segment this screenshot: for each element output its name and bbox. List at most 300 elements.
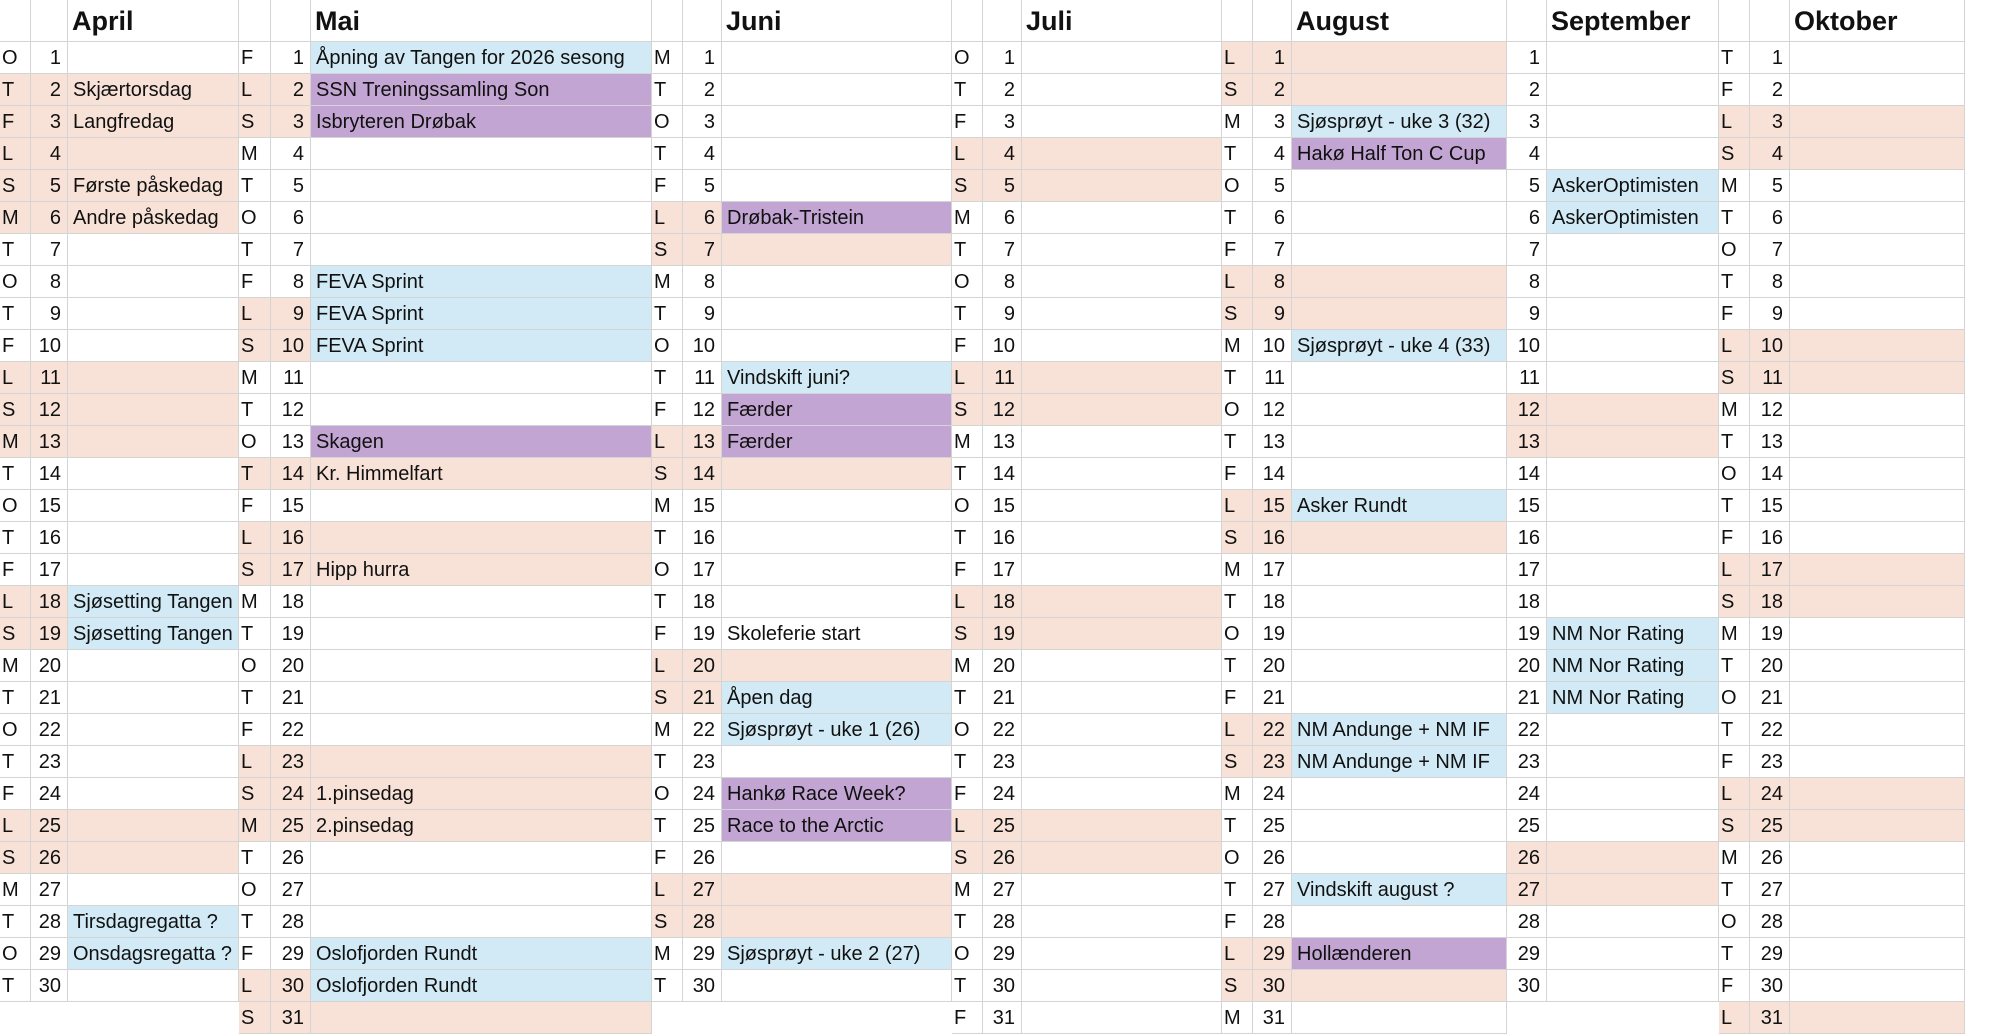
weekday-letter-cell[interactable]: M (1222, 554, 1253, 586)
weekday-letter-cell[interactable]: L (1719, 106, 1750, 138)
event-cell[interactable]: Vindskift august ? (1292, 874, 1507, 906)
day-number-cell[interactable]: 24 (271, 778, 311, 810)
day-number-cell[interactable]: 23 (983, 746, 1022, 778)
empty-event-cell[interactable] (722, 138, 952, 170)
weekday-letter-cell[interactable]: T (0, 458, 31, 490)
weekday-letter-cell[interactable]: F (239, 490, 271, 522)
day-number-cell[interactable]: 25 (983, 810, 1022, 842)
day-number-cell[interactable]: 20 (1750, 650, 1790, 682)
empty-event-cell[interactable] (1790, 202, 1965, 234)
day-number-cell[interactable]: 28 (983, 906, 1022, 938)
empty-event-cell[interactable] (1547, 522, 1719, 554)
day-number-cell[interactable]: 26 (31, 842, 68, 874)
event-cell[interactable]: Første påskedag (68, 170, 239, 202)
day-number-cell[interactable]: 25 (271, 810, 311, 842)
day-number-cell[interactable]: 2 (1507, 74, 1547, 106)
empty-event-cell[interactable] (1022, 266, 1222, 298)
weekday-letter-cell[interactable]: L (1222, 490, 1253, 522)
weekday-letter-cell[interactable]: M (1222, 330, 1253, 362)
empty-event-cell[interactable] (1022, 938, 1222, 970)
weekday-letter-cell[interactable]: L (1719, 778, 1750, 810)
day-number-cell[interactable]: 23 (1253, 746, 1292, 778)
month-header-oktober[interactable]: Oktober (1790, 0, 1965, 42)
weekday-letter-cell[interactable]: T (952, 970, 983, 1002)
day-number-cell[interactable]: 4 (683, 138, 722, 170)
day-number-cell[interactable]: 2 (683, 74, 722, 106)
event-cell[interactable]: Færder (722, 426, 952, 458)
day-number-cell[interactable]: 23 (31, 746, 68, 778)
weekday-letter-cell[interactable]: T (1222, 202, 1253, 234)
day-number-cell[interactable]: 31 (983, 1002, 1022, 1034)
weekday-letter-cell[interactable]: L (239, 522, 271, 554)
day-number-cell[interactable]: 30 (271, 970, 311, 1002)
day-number-cell[interactable]: 6 (1750, 202, 1790, 234)
day-number-cell[interactable]: 2 (983, 74, 1022, 106)
day-number-cell[interactable]: 12 (1253, 394, 1292, 426)
empty-event-cell[interactable] (68, 234, 239, 266)
day-number-cell[interactable]: 11 (1253, 362, 1292, 394)
weekday-letter-cell[interactable]: T (0, 234, 31, 266)
empty-event-cell[interactable] (722, 234, 952, 266)
day-number-cell[interactable]: 1 (983, 42, 1022, 74)
weekday-letter-cell[interactable]: L (239, 298, 271, 330)
weekday-letter-cell[interactable]: M (239, 138, 271, 170)
weekday-letter-cell[interactable]: O (1222, 170, 1253, 202)
empty-event-cell[interactable] (1547, 554, 1719, 586)
day-number-cell[interactable]: 17 (31, 554, 68, 586)
day-number-cell[interactable]: 15 (1750, 490, 1790, 522)
day-number-cell[interactable]: 7 (1507, 234, 1547, 266)
weekday-letter-cell[interactable]: S (239, 106, 271, 138)
day-number-cell[interactable]: 29 (31, 938, 68, 970)
weekday-letter-cell[interactable]: S (952, 618, 983, 650)
empty-event-cell[interactable] (1547, 842, 1719, 874)
day-number-cell[interactable]: 2 (271, 74, 311, 106)
weekday-letter-cell[interactable]: F (952, 554, 983, 586)
weekday-letter-cell[interactable]: F (0, 778, 31, 810)
header-blank-cell[interactable] (683, 0, 722, 42)
day-number-cell[interactable]: 9 (983, 298, 1022, 330)
weekday-letter-cell[interactable]: M (652, 42, 683, 74)
event-cell[interactable]: Kr. Himmelfart (311, 458, 652, 490)
day-number-cell[interactable]: 11 (683, 362, 722, 394)
day-number-cell[interactable]: 22 (683, 714, 722, 746)
day-number-cell[interactable]: 11 (1750, 362, 1790, 394)
weekday-letter-cell[interactable]: T (1222, 138, 1253, 170)
weekday-letter-cell[interactable]: S (0, 842, 31, 874)
day-number-cell[interactable]: 22 (1507, 714, 1547, 746)
weekday-letter-cell[interactable]: S (652, 234, 683, 266)
empty-event-cell[interactable] (68, 138, 239, 170)
empty-event-cell[interactable] (68, 682, 239, 714)
empty-event-cell[interactable] (68, 458, 239, 490)
weekday-letter-cell[interactable]: O (1222, 394, 1253, 426)
empty-event-cell[interactable] (1292, 682, 1507, 714)
empty-event-cell[interactable] (1790, 426, 1965, 458)
empty-event-cell[interactable] (68, 554, 239, 586)
weekday-letter-cell[interactable]: O (0, 938, 31, 970)
weekday-letter-cell[interactable]: M (652, 266, 683, 298)
day-number-cell[interactable]: 8 (271, 266, 311, 298)
day-number-cell[interactable]: 30 (1507, 970, 1547, 1002)
weekday-letter-cell[interactable]: S (1719, 810, 1750, 842)
empty-event-cell[interactable] (68, 810, 239, 842)
day-number-cell[interactable]: 2 (1253, 74, 1292, 106)
weekday-letter-cell[interactable]: T (0, 682, 31, 714)
weekday-letter-cell[interactable]: F (1222, 906, 1253, 938)
weekday-letter-cell[interactable]: T (652, 522, 683, 554)
day-number-cell[interactable]: 20 (983, 650, 1022, 682)
day-number-cell[interactable]: 20 (271, 650, 311, 682)
day-number-cell[interactable]: 26 (1507, 842, 1547, 874)
day-number-cell[interactable]: 16 (271, 522, 311, 554)
day-number-cell[interactable]: 25 (1253, 810, 1292, 842)
day-number-cell[interactable]: 7 (31, 234, 68, 266)
month-header-juli[interactable]: Juli (1022, 0, 1222, 42)
month-header-september[interactable]: September (1547, 0, 1719, 42)
weekday-letter-cell[interactable]: L (239, 970, 271, 1002)
day-number-cell[interactable]: 2 (31, 74, 68, 106)
weekday-letter-cell[interactable]: T (1719, 490, 1750, 522)
event-cell[interactable]: Sjøsetting Tangen (68, 618, 239, 650)
empty-event-cell[interactable] (1022, 330, 1222, 362)
weekday-letter-cell[interactable]: F (239, 714, 271, 746)
empty-event-cell[interactable] (1547, 490, 1719, 522)
weekday-letter-cell[interactable]: L (1719, 554, 1750, 586)
day-number-cell[interactable]: 9 (1507, 298, 1547, 330)
empty-event-cell[interactable] (1547, 714, 1719, 746)
weekday-letter-cell[interactable]: S (952, 170, 983, 202)
weekday-letter-cell[interactable]: M (1719, 618, 1750, 650)
empty-event-cell[interactable] (1022, 906, 1222, 938)
day-number-cell[interactable]: 18 (983, 586, 1022, 618)
day-number-cell[interactable]: 10 (271, 330, 311, 362)
weekday-letter-cell[interactable]: T (239, 234, 271, 266)
weekday-letter-cell[interactable]: T (952, 682, 983, 714)
empty-event-cell[interactable] (1547, 138, 1719, 170)
weekday-letter-cell[interactable]: O (1719, 458, 1750, 490)
empty-event-cell[interactable] (1292, 234, 1507, 266)
weekday-letter-cell[interactable]: M (1222, 778, 1253, 810)
day-number-cell[interactable]: 19 (31, 618, 68, 650)
empty-event-cell[interactable] (1790, 554, 1965, 586)
weekday-letter-cell[interactable]: F (652, 842, 683, 874)
empty-event-cell[interactable] (1022, 394, 1222, 426)
empty-event-cell[interactable] (1547, 394, 1719, 426)
day-number-cell[interactable]: 30 (1253, 970, 1292, 1002)
weekday-letter-cell[interactable]: F (239, 42, 271, 74)
day-number-cell[interactable]: 22 (31, 714, 68, 746)
event-cell[interactable]: NM Nor Rating (1547, 682, 1719, 714)
empty-event-cell[interactable] (68, 426, 239, 458)
day-number-cell[interactable]: 17 (683, 554, 722, 586)
weekday-letter-cell[interactable]: L (1719, 330, 1750, 362)
day-number-cell[interactable]: 12 (983, 394, 1022, 426)
empty-event-cell[interactable] (1292, 458, 1507, 490)
weekday-letter-cell[interactable]: T (239, 618, 271, 650)
header-blank-cell[interactable] (239, 0, 271, 42)
weekday-letter-cell[interactable]: T (239, 458, 271, 490)
event-cell[interactable]: Sjøsprøyt - uke 3 (32) (1292, 106, 1507, 138)
weekday-letter-cell[interactable]: T (652, 586, 683, 618)
weekday-letter-cell[interactable]: T (239, 170, 271, 202)
weekday-letter-cell[interactable]: T (0, 74, 31, 106)
event-cell[interactable]: AskerOptimisten (1547, 170, 1719, 202)
day-number-cell[interactable]: 24 (31, 778, 68, 810)
empty-event-cell[interactable] (1292, 202, 1507, 234)
day-number-cell[interactable]: 22 (1750, 714, 1790, 746)
day-number-cell[interactable]: 22 (271, 714, 311, 746)
empty-event-cell[interactable] (1547, 298, 1719, 330)
day-number-cell[interactable]: 25 (683, 810, 722, 842)
day-number-cell[interactable]: 1 (1253, 42, 1292, 74)
day-number-cell[interactable]: 4 (271, 138, 311, 170)
event-cell[interactable]: Onsdagsregatta ? (68, 938, 239, 970)
day-number-cell[interactable]: 1 (1507, 42, 1547, 74)
weekday-letter-cell[interactable]: T (239, 842, 271, 874)
weekday-letter-cell[interactable]: O (0, 714, 31, 746)
event-cell[interactable]: Hankø Race Week? (722, 778, 952, 810)
day-number-cell[interactable]: 28 (271, 906, 311, 938)
weekday-letter-cell[interactable]: F (1719, 522, 1750, 554)
weekday-letter-cell[interactable]: O (652, 106, 683, 138)
weekday-letter-cell[interactable]: S (1222, 74, 1253, 106)
weekday-letter-cell[interactable]: F (652, 394, 683, 426)
day-number-cell[interactable]: 8 (1507, 266, 1547, 298)
day-number-cell[interactable]: 18 (1750, 586, 1790, 618)
day-number-cell[interactable]: 6 (271, 202, 311, 234)
day-number-cell[interactable]: 13 (1750, 426, 1790, 458)
weekday-letter-cell[interactable]: O (0, 490, 31, 522)
empty-event-cell[interactable] (68, 650, 239, 682)
empty-event-cell[interactable] (1790, 586, 1965, 618)
day-number-cell[interactable]: 15 (1507, 490, 1547, 522)
event-cell[interactable]: Åpning av Tangen for 2026 sesong (311, 42, 652, 74)
weekday-letter-cell[interactable]: O (652, 554, 683, 586)
day-number-cell[interactable]: 16 (1750, 522, 1790, 554)
empty-event-cell[interactable] (722, 522, 952, 554)
empty-event-cell[interactable] (1292, 74, 1507, 106)
day-number-cell[interactable]: 29 (1507, 938, 1547, 970)
day-number-cell[interactable]: 19 (1507, 618, 1547, 650)
weekday-letter-cell[interactable]: F (652, 618, 683, 650)
empty-event-cell[interactable] (311, 586, 652, 618)
event-cell[interactable]: Skoleferie start (722, 618, 952, 650)
day-number-cell[interactable]: 17 (983, 554, 1022, 586)
weekday-letter-cell[interactable]: L (652, 650, 683, 682)
day-number-cell[interactable]: 17 (1253, 554, 1292, 586)
empty-event-cell[interactable] (722, 970, 952, 1002)
weekday-letter-cell[interactable]: S (0, 170, 31, 202)
weekday-letter-cell[interactable]: T (1222, 810, 1253, 842)
empty-event-cell[interactable] (1790, 714, 1965, 746)
empty-event-cell[interactable] (722, 170, 952, 202)
weekday-letter-cell[interactable]: O (1719, 906, 1750, 938)
day-number-cell[interactable]: 11 (1507, 362, 1547, 394)
weekday-letter-cell[interactable]: S (239, 330, 271, 362)
weekday-letter-cell[interactable]: O (1222, 842, 1253, 874)
empty-event-cell[interactable] (311, 362, 652, 394)
empty-event-cell[interactable] (722, 906, 952, 938)
weekday-letter-cell[interactable]: M (652, 490, 683, 522)
day-number-cell[interactable]: 9 (683, 298, 722, 330)
weekday-letter-cell[interactable]: O (239, 874, 271, 906)
event-cell[interactable]: FEVA Sprint (311, 330, 652, 362)
empty-event-cell[interactable] (1022, 842, 1222, 874)
empty-event-cell[interactable] (311, 746, 652, 778)
weekday-letter-cell[interactable]: F (652, 170, 683, 202)
empty-event-cell[interactable] (1022, 778, 1222, 810)
empty-event-cell[interactable] (1292, 554, 1507, 586)
day-number-cell[interactable]: 4 (983, 138, 1022, 170)
day-number-cell[interactable]: 5 (271, 170, 311, 202)
weekday-letter-cell[interactable]: O (239, 650, 271, 682)
weekday-letter-cell[interactable]: L (652, 426, 683, 458)
day-number-cell[interactable]: 19 (271, 618, 311, 650)
empty-event-cell[interactable] (1790, 298, 1965, 330)
day-number-cell[interactable]: 9 (31, 298, 68, 330)
day-number-cell[interactable]: 27 (1253, 874, 1292, 906)
empty-event-cell[interactable] (1022, 714, 1222, 746)
event-cell[interactable]: Langfredag (68, 106, 239, 138)
empty-event-cell[interactable] (1547, 266, 1719, 298)
event-cell[interactable]: Skagen (311, 426, 652, 458)
day-number-cell[interactable]: 13 (683, 426, 722, 458)
empty-event-cell[interactable] (1292, 906, 1507, 938)
day-number-cell[interactable]: 11 (983, 362, 1022, 394)
empty-event-cell[interactable] (722, 298, 952, 330)
event-cell[interactable]: SSN Treningssamling Son (311, 74, 652, 106)
weekday-letter-cell[interactable]: T (952, 458, 983, 490)
header-blank-cell[interactable] (0, 0, 31, 42)
header-blank-cell[interactable] (652, 0, 683, 42)
day-number-cell[interactable]: 4 (31, 138, 68, 170)
day-number-cell[interactable]: 15 (1253, 490, 1292, 522)
day-number-cell[interactable]: 14 (683, 458, 722, 490)
weekday-letter-cell[interactable]: T (0, 970, 31, 1002)
day-number-cell[interactable]: 10 (1253, 330, 1292, 362)
day-number-cell[interactable]: 5 (1253, 170, 1292, 202)
day-number-cell[interactable]: 3 (1750, 106, 1790, 138)
month-header-mai[interactable]: Mai (311, 0, 652, 42)
day-number-cell[interactable]: 18 (683, 586, 722, 618)
empty-event-cell[interactable] (1547, 362, 1719, 394)
day-number-cell[interactable]: 27 (31, 874, 68, 906)
weekday-letter-cell[interactable]: T (1719, 42, 1750, 74)
empty-event-cell[interactable] (722, 330, 952, 362)
day-number-cell[interactable]: 27 (271, 874, 311, 906)
weekday-letter-cell[interactable]: T (1719, 714, 1750, 746)
day-number-cell[interactable]: 1 (1750, 42, 1790, 74)
day-number-cell[interactable]: 13 (983, 426, 1022, 458)
day-number-cell[interactable]: 23 (1507, 746, 1547, 778)
weekday-letter-cell[interactable]: L (652, 874, 683, 906)
empty-event-cell[interactable] (1790, 490, 1965, 522)
empty-event-cell[interactable] (1790, 458, 1965, 490)
weekday-letter-cell[interactable]: T (1719, 650, 1750, 682)
day-number-cell[interactable]: 10 (1750, 330, 1790, 362)
day-number-cell[interactable]: 8 (1253, 266, 1292, 298)
weekday-letter-cell[interactable]: L (952, 586, 983, 618)
day-number-cell[interactable]: 12 (1507, 394, 1547, 426)
empty-event-cell[interactable] (1022, 586, 1222, 618)
day-number-cell[interactable]: 18 (271, 586, 311, 618)
day-number-cell[interactable]: 26 (271, 842, 311, 874)
empty-event-cell[interactable] (1292, 266, 1507, 298)
empty-event-cell[interactable] (722, 266, 952, 298)
day-number-cell[interactable]: 17 (1507, 554, 1547, 586)
day-number-cell[interactable]: 16 (1507, 522, 1547, 554)
empty-event-cell[interactable] (68, 362, 239, 394)
event-cell[interactable]: Oslofjorden Rundt (311, 938, 652, 970)
weekday-letter-cell[interactable]: T (652, 74, 683, 106)
weekday-letter-cell[interactable]: M (652, 714, 683, 746)
weekday-letter-cell[interactable]: T (239, 682, 271, 714)
weekday-letter-cell[interactable]: L (652, 202, 683, 234)
header-blank-cell[interactable] (271, 0, 311, 42)
event-cell[interactable]: Hakø Half Ton C Cup (1292, 138, 1507, 170)
weekday-letter-cell[interactable]: S (952, 842, 983, 874)
day-number-cell[interactable]: 27 (683, 874, 722, 906)
day-number-cell[interactable]: 11 (271, 362, 311, 394)
day-number-cell[interactable]: 5 (983, 170, 1022, 202)
day-number-cell[interactable]: 8 (1750, 266, 1790, 298)
day-number-cell[interactable]: 12 (31, 394, 68, 426)
day-number-cell[interactable]: 23 (271, 746, 311, 778)
weekday-letter-cell[interactable]: F (239, 938, 271, 970)
event-cell[interactable]: AskerOptimisten (1547, 202, 1719, 234)
empty-event-cell[interactable] (1292, 778, 1507, 810)
day-number-cell[interactable]: 27 (1507, 874, 1547, 906)
empty-event-cell[interactable] (1790, 138, 1965, 170)
weekday-letter-cell[interactable]: T (1222, 586, 1253, 618)
weekday-letter-cell[interactable]: L (0, 586, 31, 618)
empty-event-cell[interactable] (68, 778, 239, 810)
weekday-letter-cell[interactable]: F (1222, 682, 1253, 714)
day-number-cell[interactable]: 28 (1750, 906, 1790, 938)
event-cell[interactable]: Vindskift juni? (722, 362, 952, 394)
weekday-letter-cell[interactable]: F (952, 1002, 983, 1034)
day-number-cell[interactable]: 3 (1253, 106, 1292, 138)
event-cell[interactable]: Sjøsprøyt - uke 1 (26) (722, 714, 952, 746)
header-blank-cell[interactable] (1507, 0, 1547, 42)
day-number-cell[interactable]: 14 (1253, 458, 1292, 490)
weekday-letter-cell[interactable]: L (1222, 266, 1253, 298)
empty-event-cell[interactable] (1547, 458, 1719, 490)
day-number-cell[interactable]: 22 (983, 714, 1022, 746)
empty-event-cell[interactable] (1790, 778, 1965, 810)
day-number-cell[interactable]: 29 (271, 938, 311, 970)
weekday-letter-cell[interactable]: S (1222, 298, 1253, 330)
day-number-cell[interactable]: 20 (31, 650, 68, 682)
weekday-letter-cell[interactable]: M (239, 810, 271, 842)
empty-event-cell[interactable] (1790, 106, 1965, 138)
day-number-cell[interactable]: 8 (983, 266, 1022, 298)
day-number-cell[interactable]: 5 (1750, 170, 1790, 202)
event-cell[interactable]: Færder (722, 394, 952, 426)
weekday-letter-cell[interactable]: O (952, 714, 983, 746)
day-number-cell[interactable]: 24 (1253, 778, 1292, 810)
weekday-letter-cell[interactable]: O (952, 938, 983, 970)
day-number-cell[interactable]: 29 (683, 938, 722, 970)
day-number-cell[interactable]: 1 (31, 42, 68, 74)
empty-event-cell[interactable] (1547, 810, 1719, 842)
day-number-cell[interactable]: 23 (1750, 746, 1790, 778)
day-number-cell[interactable]: 6 (1507, 202, 1547, 234)
empty-event-cell[interactable] (1790, 266, 1965, 298)
weekday-letter-cell[interactable]: T (952, 74, 983, 106)
day-number-cell[interactable]: 10 (683, 330, 722, 362)
